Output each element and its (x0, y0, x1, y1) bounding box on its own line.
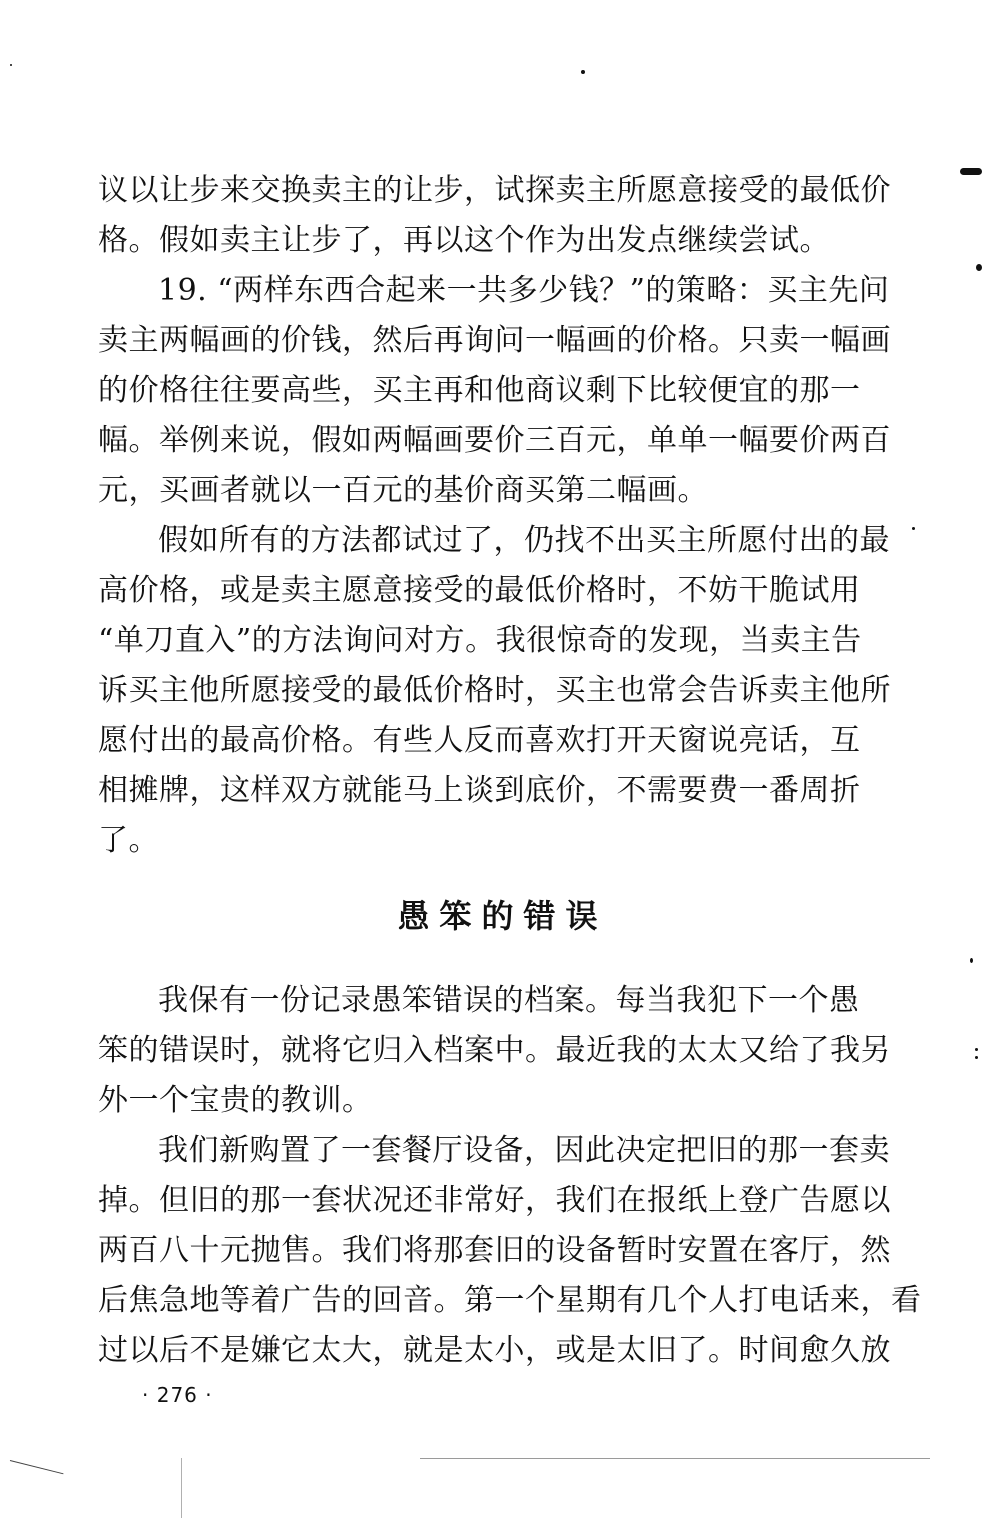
scan-speck (975, 1048, 978, 1051)
body-line: 卖主两幅画的价钱，然后再询问一幅画的价格。只卖一幅画 (98, 323, 891, 358)
scan-speck (912, 527, 915, 530)
body-line: 愿付出的最高价格。有些人反而喜欢打开天窗说亮话，互 (98, 723, 861, 758)
scan-artifact-line (10, 1460, 64, 1474)
body-line: 高价格，或是卖主愿意接受的最低价格时，不妨干脆试用 (98, 573, 861, 608)
body-line: “单刀直入”的方法询问对方。我很惊奇的发现，当卖主告 (98, 623, 862, 658)
section-line: 笨的错误时，就将它归入档案中。最近我的太太又给了我另 (98, 1033, 891, 1068)
section-title: 愚笨的错误 (397, 897, 608, 935)
section-line: 过以后不是嫌它太大，就是太小，或是太旧了。时间愈久放 (98, 1333, 891, 1368)
body-line: 诉买主他所愿接受的最低价格时，买主也常会告诉卖主他所 (98, 673, 891, 708)
page-number: · 276 · (142, 1383, 213, 1407)
scan-speck (10, 64, 12, 66)
body-line: 幅。举例来说，假如两幅画要价三百元，单单一幅要价两百 (98, 423, 891, 458)
scan-speck (975, 1056, 978, 1059)
section-line: 后焦急地等着广告的回音。第一个星期有几个人打电话来，看 (98, 1283, 922, 1318)
section-line: 外一个宝贵的教训。 (98, 1083, 373, 1118)
section-line: 我们新购置了一套餐厅设备，因此决定把旧的那一套卖 (158, 1133, 890, 1168)
body-line: 假如所有的方法都试过了，仍找不出买主所愿付出的最 (158, 523, 890, 558)
body-line: 相摊牌，这样双方就能马上谈到底价，不需要费一番周折 (98, 773, 861, 808)
scan-artifact-line (181, 1458, 182, 1518)
body-line: 19. “两样东西合起来一共多少钱？”的策略：买主先问 (158, 273, 890, 308)
body-line: 议以让步来交换卖主的让步，试探卖主所愿意接受的最低价 (98, 173, 891, 208)
scan-speck (970, 958, 973, 963)
scan-speck (960, 168, 982, 175)
section-line: 掉。但旧的那一套状况还非常好，我们在报纸上登广告愿以 (98, 1183, 891, 1218)
section-line: 我保有一份记录愚笨错误的档案。每当我犯下一个愚 (158, 983, 860, 1018)
body-line: 的价格往往要高些，买主再和他商议剩下比较便宜的那一 (98, 373, 861, 408)
scan-artifact-line (420, 1458, 930, 1459)
body-line: 格。假如卖主让步了，再以这个作为出发点继续尝试。 (98, 223, 830, 258)
scan-speck (581, 70, 585, 74)
body-line: 元，买画者就以一百元的基价商买第二幅画。 (98, 473, 708, 508)
scan-speck (976, 264, 982, 271)
section-line: 两百八十元抛售。我们将那套旧的设备暂时安置在客厅，然 (98, 1233, 891, 1268)
body-line: 了。 (98, 823, 159, 858)
